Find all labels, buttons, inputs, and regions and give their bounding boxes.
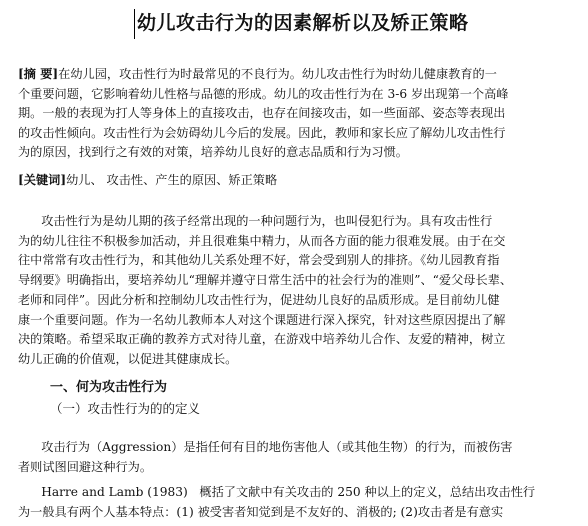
abstract-paragraph <box>18 65 576 163</box>
definition-paragraph <box>18 438 576 477</box>
intro-line: 康一个重要问题。作为一名幼儿教师本人对这个课题进行深入探究，针对这些原因提出了解 <box>18 312 506 327</box>
intro-line: 往中常常有攻击性行为，和其他幼儿关系处理不好，常会受到别人的排挤。《幼儿园教育指 <box>18 253 500 268</box>
intro-line: 决的策略。希望采取正确的教养方式对待儿童，在游戏中培养幼儿合作、友爱的精神，树立 <box>18 332 506 347</box>
keywords-paragraph <box>18 171 576 191</box>
intro-paragraph <box>18 212 576 370</box>
section-heading: 一、何为攻击性行为 <box>50 380 168 395</box>
intro-line: 攻击性行为是幼儿期的孩子经常出现的一种问题行为，也叫侵犯行为。具有攻击性行 <box>18 214 493 228</box>
keywords-text: 幼儿、 攻击性、产生的原因、矫正策略 <box>66 173 278 187</box>
citation-paragraph <box>18 483 576 522</box>
text-cursor <box>134 9 135 39</box>
abstract-line: 个重要问题，它影响着幼儿性格与品德的形成。幼儿的攻击性行为在 3-6 岁出现第一个高峰 <box>18 86 509 101</box>
abstract-line: 的攻击性倾向。攻击性行为会妨碍幼儿今后的发展。因此，教师和家长应了解幼儿攻击性行 <box>18 125 506 140</box>
definition-line: 攻击行为（Aggression）是指任何有目的地伤害他人（或其他生物）的行为，而被伤害 <box>18 440 513 454</box>
citation-line: 为一般具有两个人基本特点：(1) 被受害者知觉到是不友好的、消极的; (2)攻击者是有意实 <box>18 504 504 519</box>
intro-line: 导纲要》明确指出，要培养幼儿“理解并遵守日常生活中的社会行为的准则”、“爱父母长辈、 <box>18 273 513 288</box>
intro-line: 老师和同伴”。因此分析和控制幼儿攻击性行为，促进幼儿良好的品质形成。是目前幼儿健 <box>18 292 500 307</box>
intro-line: 为的幼儿往往不积极参加活动，并且很难集中精力，从而各方面的能力很难发展。由于在交 <box>18 233 506 248</box>
citation-line: Harre and Lamb (1983) 概括了文献中有关攻击的 250 种以上的定义，总结出攻击性行 <box>18 485 536 499</box>
intro-line: 幼儿正确的价值观，以促进其健康成长。 <box>18 351 238 366</box>
abstract-line: 为的原因，找到行之有效的对策，培养幼儿良好的意志品质和行为习惯。 <box>18 145 408 160</box>
abstract-label: [摘 要] <box>18 67 59 81</box>
keywords-label: [关键词] <box>18 173 67 187</box>
definition-line: 者则试图回避这种行为。 <box>18 459 153 474</box>
abstract-line: [摘 要]在幼儿园，攻击性行为时最常见的不良行为。幼儿攻击性行为时幼儿健康教育的一 <box>18 67 497 81</box>
abstract-line: 期。一般的表现为打人等身体上的直接攻击，也存在间接攻击，如一些面部、姿态等表现出 <box>18 106 506 121</box>
document-title: 幼儿攻击行为的因素解析以及矫正策略 <box>137 12 469 34</box>
subsection-heading: （一）攻击性行为的的定义 <box>50 401 201 416</box>
